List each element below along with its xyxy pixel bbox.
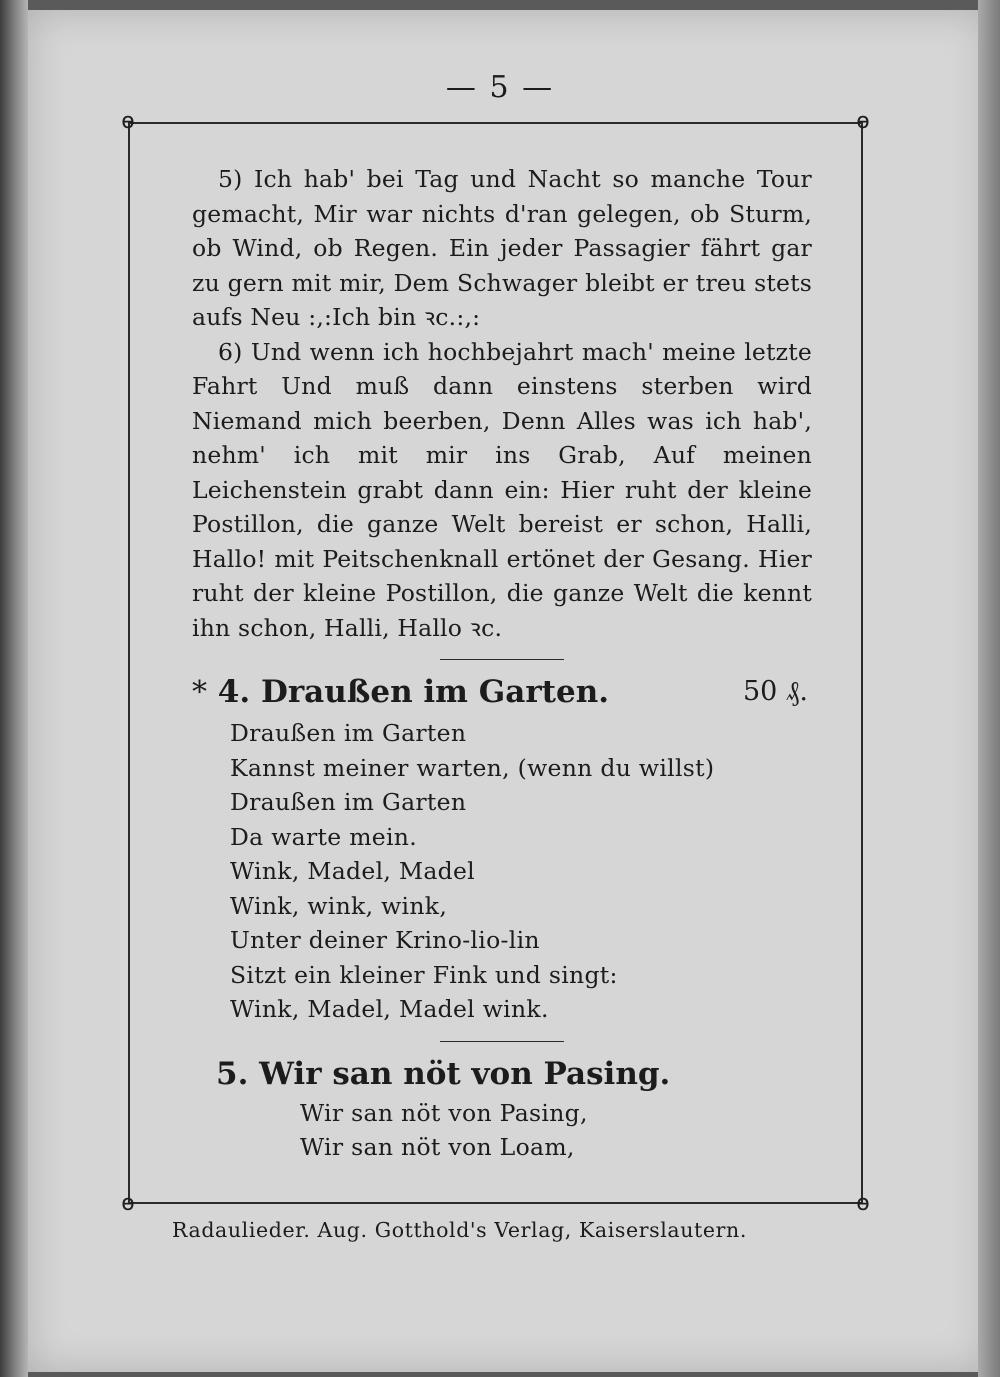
- lyric-line: Wink, Madel, Madel wink.: [230, 995, 549, 1023]
- song-marker: *: [192, 675, 207, 710]
- lyric-line: Wink, wink, wink,: [230, 891, 448, 920]
- lyric-line: Da warte mein.: [230, 822, 418, 851]
- song-4-heading: [192, 670, 812, 714]
- verse-6: [192, 335, 812, 646]
- corner-ornament-icon: ɵ: [856, 109, 870, 134]
- song-4-title: 4. Draußen im Garten.: [217, 674, 610, 710]
- verse-5: [192, 162, 812, 335]
- song-4-price: 50 ₰.: [742, 676, 808, 707]
- song-5-title: 5. Wir san nöt von Pasing.: [216, 1055, 671, 1092]
- verse-text: Ich hab' bei Tag und Nacht so manche Tour gemacht, Mir war nichts d'ran gelegen, ob Sturm, ob Wind, ob Regen. Ein jeder Passagier fährt gar zu gern mit mir, Dem Schwager bleibt er treu stets aufs Neu :,:Ich bin ꝛc.:,:: [192, 165, 812, 331]
- publisher-footer: Radaulieder. Aug. Gotthold's Verlag, Kaiserslautern.: [172, 1218, 747, 1242]
- verse-number: 5): [218, 165, 243, 193]
- corner-ornament-icon: ɵ: [121, 1191, 135, 1216]
- page-edge: [978, 0, 1000, 1377]
- verse-number: 6): [218, 337, 243, 366]
- section-divider: [440, 1041, 564, 1042]
- lyric-line: Draußen im Garten: [230, 788, 467, 816]
- corner-ornament-icon: ɵ: [121, 109, 135, 134]
- page-number: — 5 —: [445, 70, 555, 105]
- lyric-line: Kannst meiner warten, (wenn du willst): [230, 753, 715, 782]
- verse-text: Und wenn ich hochbejahrt mach' meine letzte Fahrt Und muß dann einstens sterben wird Niemand mich beerben, Denn Alles was ich hab', nehm' ich mit mir ins Grab, Auf meinen Leichenstein grabt dann ein: Hier ruht der kleine Postillon, die ganze Welt bereist er schon, Halli, Hallo! mit Peitschenknall ertönet der Gesang. Hier ruht der kleine Postillon, die ganze Welt die kennt ihn schon, Halli, Hallo ꝛc.: [192, 337, 813, 642]
- book-spine: [0, 0, 28, 1377]
- lyric-line: Wir san nöt von Loam,: [300, 1133, 575, 1161]
- corner-ornament-icon: ɵ: [856, 1191, 870, 1216]
- page-content: [192, 162, 812, 1165]
- section-divider: [440, 659, 564, 660]
- lyric-line: Wink, Madel, Madel: [230, 857, 475, 885]
- lyric-line: Unter deiner Krino-lio-lin: [230, 926, 540, 954]
- lyric-line: Wir san nöt von Pasing,: [300, 1098, 588, 1127]
- lyric-line: Sitzt ein kleiner Fink und singt:: [230, 960, 618, 989]
- lyric-line: Draußen im Garten: [230, 719, 467, 747]
- song-4-lyrics: [230, 716, 812, 1027]
- song-5-lyrics: [300, 1096, 812, 1165]
